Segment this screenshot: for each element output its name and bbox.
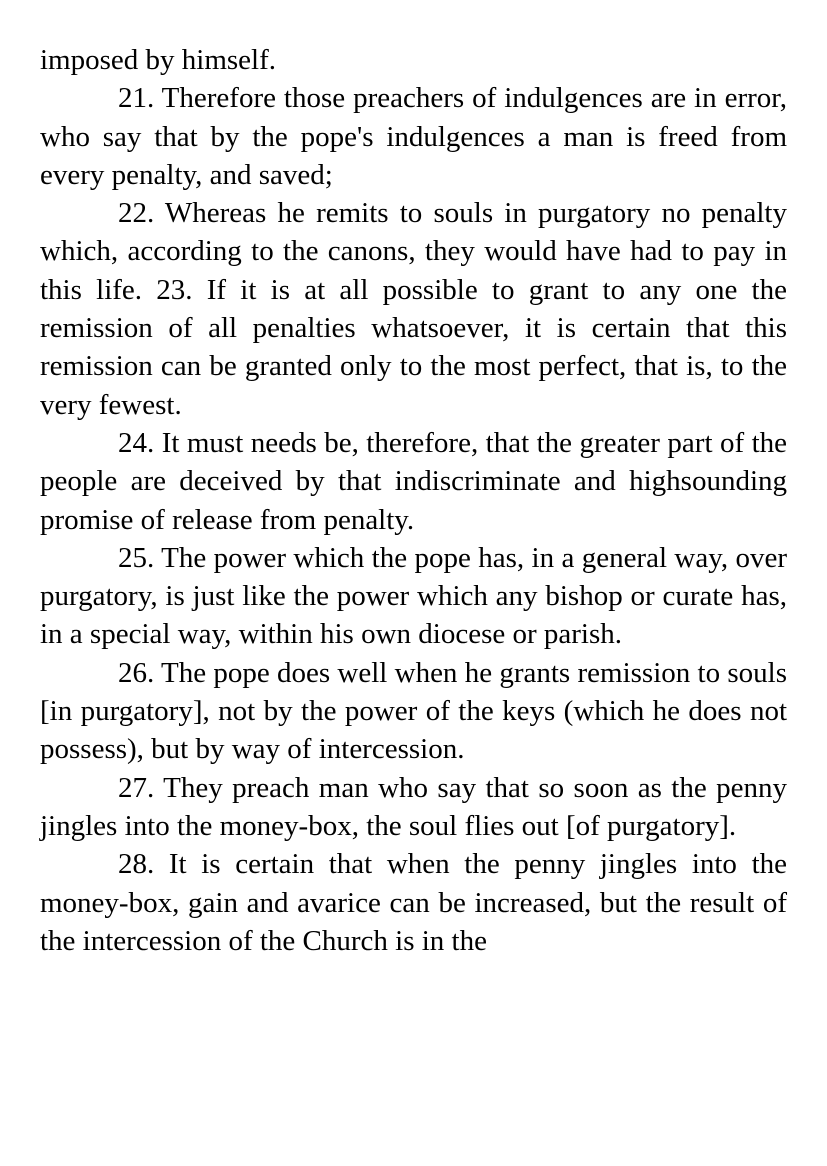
thesis-27: 27. They preach man who say that so soon as the penny jingles into the money-box, the soul flies out [of purgatory]. (40, 771, 787, 842)
paragraph-continuation: imposed by himself. (40, 44, 277, 76)
thesis-25: 25. The power which the pope has, in a general way, over purgatory, is just like the power which any bishop or curate has, in a special way, within his own diocese or parish. (40, 541, 787, 651)
document-page (40, 41, 787, 960)
thesis-21: 21. Therefore those preachers of indulgences are in error, who say that by the pope's indulgences a man is freed from every penalty, and saved; (40, 82, 787, 191)
thesis-26: 26. The pope does well when he grants remission to souls [in purgatory], not by the power of the keys (which he does not possess), but by way of intercession. (40, 656, 787, 766)
thesis-28: 28. It is certain that when the penny jingles into the money-box, gain and avarice can be increased, but the result of the intercession of the Church is in the (40, 848, 787, 957)
thesis-22-23: 22. Whereas he remits to souls in purgatory no penalty which, according to the canons, they would have had to pay in this life. 23. If it is at all possible to grant to any one the remission of all penalties whatsoever, it is certain that this remission can be granted only to the most perfect, that is, to the very fewest. (40, 197, 787, 421)
thesis-24: 24. It must needs be, therefore, that the greater part of the people are deceived by that indiscriminate and highsounding promise of release from penalty. (40, 426, 787, 536)
